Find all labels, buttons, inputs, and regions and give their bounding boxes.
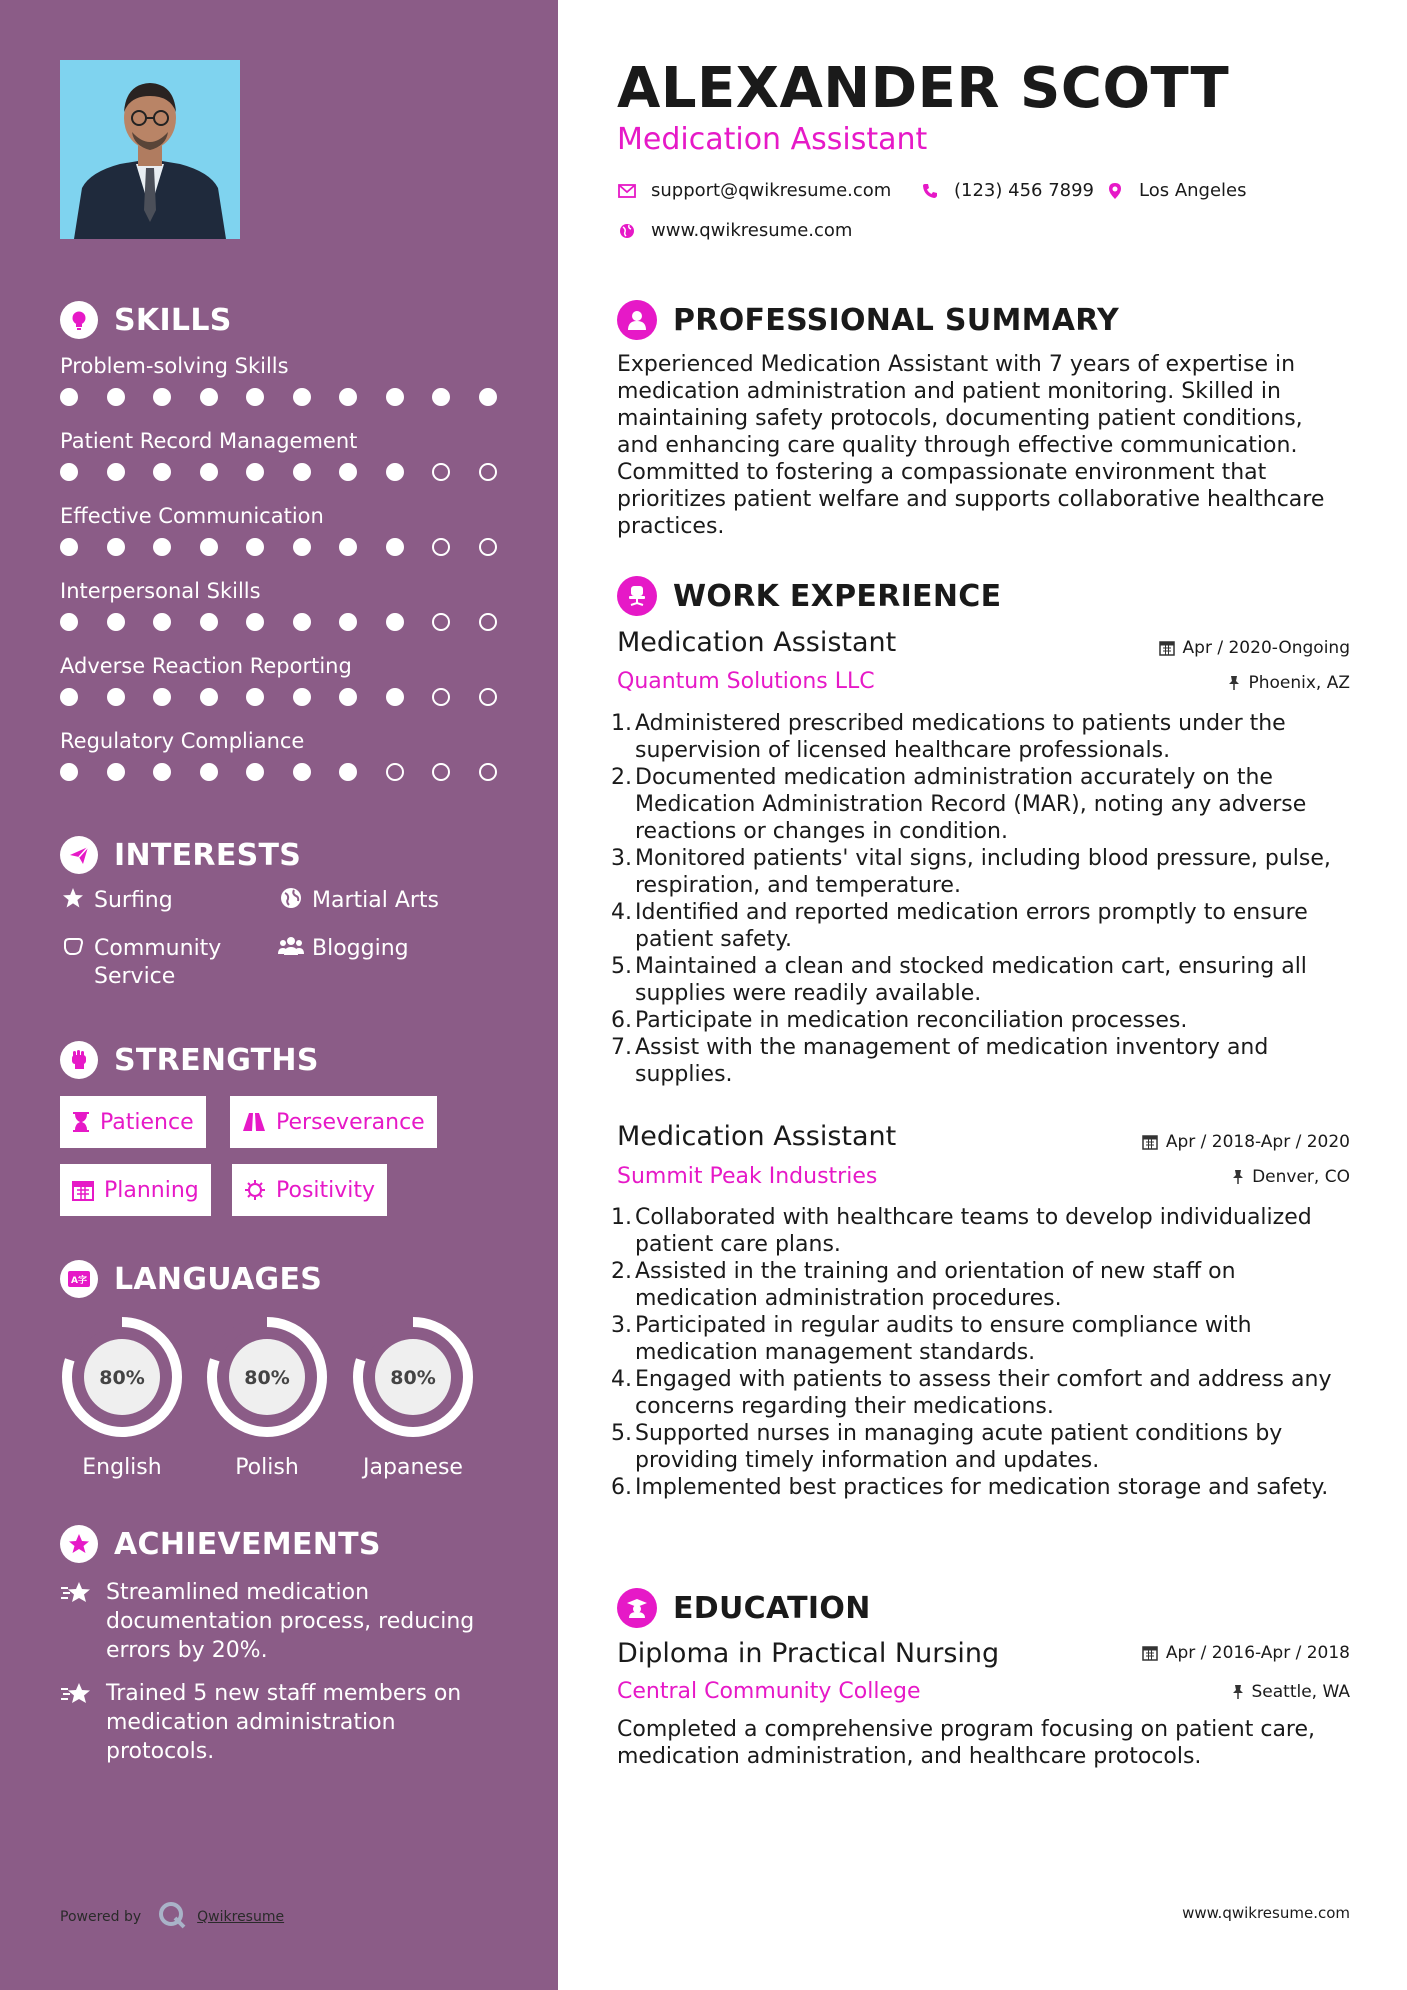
language-name: Japanese [363, 1455, 463, 1480]
rating-dot-filled [246, 688, 264, 706]
achievement-text: Trained 5 new staff members on medication administration protocols. [106, 1681, 462, 1764]
duty-item: 4. Identified and reported medication errors promptly to ensure patient safety. [611, 900, 1308, 952]
achievements-section [60, 1522, 510, 1780]
rating-dot-filled [107, 388, 125, 406]
school-name: Central Community College [617, 1679, 921, 1704]
strength-badge [60, 1096, 206, 1148]
job-location-text: Denver, CO [1252, 1167, 1350, 1187]
calendar-icon [1142, 1645, 1158, 1661]
skill-rating [60, 763, 510, 783]
achievements-title: ACHIEVEMENTS [114, 1526, 381, 1562]
rating-dot-filled [293, 538, 311, 556]
star-icon [60, 887, 86, 917]
duty-item: 7. Assist with the management of medication inventory and supplies. [611, 1035, 1269, 1087]
interest-item [278, 887, 439, 917]
pushpin-icon [1232, 1684, 1244, 1700]
achievement-item [60, 1578, 510, 1665]
achievement-text: Streamlined medication documentation process, reducing errors by 20%. [106, 1580, 475, 1663]
job-location-text: Phoenix, AZ [1248, 673, 1350, 693]
contact-website[interactable] [617, 220, 852, 241]
interest-item [60, 935, 260, 991]
skill-name: Patient Record Management [60, 429, 358, 453]
experience-title: WORK EXPERIENCE [673, 578, 1002, 614]
duty-text: Documented medication administration accurately on the Medication Administration Record (MAR), noting any adverse reactions or changes in condition. [635, 765, 1307, 844]
rating-dot-empty [432, 613, 450, 631]
summary-text: Experienced Medication Assistant with 7 years of expertise in medication administration and patient monitoring. Skilled in maintaining safety protocols, documenting patient conditions, and enhancing care quality through effective communication. Committed to fostering a compassionate environment that prioritizes patient welfare and supports collaborative healthcare practices. [617, 352, 1325, 539]
rating-dot-filled [107, 688, 125, 706]
interests-header [60, 833, 510, 877]
achievements-list [60, 1578, 510, 1766]
rating-dot-empty [479, 688, 497, 706]
paper-plane-icon [60, 836, 98, 874]
skill-rating [60, 388, 510, 408]
map-pin-icon [1105, 182, 1125, 200]
skill-rating [60, 538, 510, 558]
rating-dot-filled [153, 463, 171, 481]
rating-dot-filled [479, 388, 497, 406]
duty-item: 1. Collaborated with healthcare teams to develop individualized patient care plans. [611, 1205, 1312, 1257]
rating-dot-filled [246, 463, 264, 481]
rating-dot-filled [200, 763, 218, 781]
rating-dot-filled [339, 688, 357, 706]
rating-dot-empty [386, 763, 404, 781]
achievement-star-icon [60, 1679, 94, 1715]
user-icon [617, 300, 657, 340]
job-date-text: Apr / 2018-Apr / 2020 [1165, 1132, 1350, 1152]
pushpin-icon [1232, 1169, 1244, 1185]
language-progress-ring [60, 1315, 184, 1439]
rating-dot-filled [107, 613, 125, 631]
sun-icon [244, 1179, 266, 1201]
duty-item: 3. Monitored patients' vital signs, including blood pressure, pulse, respiration, and temperature. [611, 846, 1331, 898]
rating-dot-filled [60, 613, 78, 631]
strengths-title: STRENGTHS [114, 1042, 319, 1078]
qwikresume-link[interactable]: Qwikresume [197, 1909, 285, 1925]
rating-dot-filled [200, 613, 218, 631]
language-item [351, 1315, 475, 1480]
office-chair-icon [617, 576, 657, 616]
duty-text: Assist with the management of medication inventory and supplies. [635, 1035, 1269, 1087]
skill-row [60, 423, 510, 498]
rating-dot-filled [107, 463, 125, 481]
degree-title: Diploma in Practical Nursing [617, 1638, 1000, 1669]
road-icon [242, 1112, 266, 1132]
rating-dot-empty [432, 763, 450, 781]
rating-dot-filled [386, 463, 404, 481]
interest-item [278, 935, 409, 965]
rating-dot-filled [60, 763, 78, 781]
interests-section [60, 833, 510, 1007]
education-title: EDUCATION [673, 1590, 871, 1626]
interest-label: Blogging [312, 936, 409, 961]
achievement-item [60, 1679, 510, 1766]
sidebar [0, 0, 558, 1990]
duty-item: 2. Assisted in the training and orientation of new staff on medication administration procedures. [611, 1259, 1236, 1311]
lightbulb-icon [60, 301, 98, 339]
svg-text:A字: A字 [71, 1276, 87, 1286]
duty-item: 5. Maintained a clean and stocked medication cart, ensuring all supplies were readily available. [611, 954, 1307, 1006]
language-percent: 80% [99, 1367, 145, 1389]
calendar-icon [1142, 1134, 1158, 1150]
duty-text: Maintained a clean and stocked medication cart, ensuring all supplies were readily available. [635, 954, 1307, 1006]
qwikresume-logo-icon [157, 1900, 187, 1934]
duty-text: Assisted in the training and orientation of new staff on medication administration procedures. [635, 1259, 1236, 1311]
skill-row [60, 498, 510, 573]
skill-rating [60, 463, 510, 483]
rating-dot-filled [153, 763, 171, 781]
users-icon [278, 935, 304, 965]
job-duties [611, 1204, 1350, 1501]
skill-name: Regulatory Compliance [60, 729, 305, 753]
education-date-text: Apr / 2016-Apr / 2018 [1165, 1643, 1350, 1663]
duty-text: Administered prescribed medications to patients under the supervision of licensed healthcare professionals. [635, 711, 1286, 763]
job-location [1232, 1167, 1350, 1187]
skills-title: SKILLS [114, 302, 232, 338]
rating-dot-filled [293, 388, 311, 406]
main-content [611, 0, 1350, 1990]
pushpin-icon [1228, 675, 1240, 691]
job-company: Summit Peak Industries [617, 1164, 878, 1189]
skill-rating [60, 613, 510, 633]
strength-label: Planning [104, 1177, 199, 1203]
job-title: Medication Assistant [617, 627, 897, 658]
profile-photo [60, 60, 240, 239]
rating-dot-filled [107, 538, 125, 556]
skill-row [60, 573, 510, 648]
summary-title: PROFESSIONAL SUMMARY [673, 302, 1120, 338]
job-company: Quantum Solutions LLC [617, 669, 875, 694]
hourglass-icon [72, 1111, 90, 1133]
language-percent: 80% [390, 1367, 436, 1389]
rating-dot-filled [60, 463, 78, 481]
duty-item: 6. Implemented best practices for medication storage and safety. [611, 1475, 1329, 1500]
achievements-header [60, 1522, 510, 1566]
duty-text: Participate in medication reconciliation processes. [635, 1008, 1188, 1033]
education-date [1142, 1643, 1350, 1663]
rating-dot-empty [432, 463, 450, 481]
powered-by [60, 1900, 284, 1934]
rating-dot-filled [386, 388, 404, 406]
languages-section [60, 1257, 510, 1480]
rating-dot-empty [479, 613, 497, 631]
powered-by-label: Powered by [60, 1909, 142, 1925]
duty-text: Collaborated with healthcare teams to develop individualized patient care plans. [635, 1205, 1312, 1257]
rating-dot-filled [60, 688, 78, 706]
website-text: www.qwikresume.com [651, 220, 853, 241]
rating-dot-filled [386, 688, 404, 706]
summary-header [617, 298, 1119, 342]
skill-row [60, 348, 510, 423]
duty-item: 2. Documented medication administration accurately on the Medication Administration Record (MAR), noting any adverse reactions or changes in condition. [611, 765, 1307, 844]
duty-text: Participated in regular audits to ensure compliance with medication management standards. [635, 1313, 1252, 1365]
globe-icon [278, 887, 304, 917]
globe-icon [617, 223, 637, 239]
rating-dot-filled [432, 388, 450, 406]
education-header [617, 1586, 871, 1630]
skill-name: Problem-solving Skills [60, 354, 289, 378]
rating-dot-empty [479, 463, 497, 481]
strength-badge [230, 1096, 437, 1148]
candidate-name: ALEXANDER SCOTT [617, 56, 1230, 121]
duty-item: 4. Engaged with patients to assess their comfort and address any concerns regarding their medications. [611, 1367, 1332, 1419]
languages-list [60, 1315, 510, 1480]
language-item [60, 1315, 184, 1480]
duty-text: Supported nurses in managing acute patient conditions by providing timely information and updates. [635, 1421, 1283, 1473]
strength-badge [232, 1164, 387, 1216]
rating-dot-filled [246, 538, 264, 556]
rating-dot-filled [60, 538, 78, 556]
candidate-role: Medication Assistant [617, 122, 928, 157]
interest-item [60, 887, 173, 917]
rating-dot-filled [153, 688, 171, 706]
rating-dot-filled [246, 388, 264, 406]
location-text: Los Angeles [1139, 180, 1247, 201]
star-badge-icon [60, 1525, 98, 1563]
language-item [205, 1315, 329, 1480]
graduate-icon [617, 1588, 657, 1628]
language-percent: 80% [244, 1367, 290, 1389]
phone-icon [920, 183, 940, 199]
skills-header [60, 298, 510, 342]
strength-label: Positivity [276, 1177, 376, 1203]
skill-rating [60, 688, 510, 708]
job-date [1142, 1132, 1350, 1152]
skill-row [60, 648, 510, 723]
strength-badge [60, 1164, 211, 1216]
rating-dot-filled [293, 463, 311, 481]
job-duties [611, 710, 1350, 1088]
job-title: Medication Assistant [617, 1121, 897, 1152]
rating-dot-filled [200, 688, 218, 706]
languages-title: LANGUAGES [114, 1261, 323, 1297]
language-progress-ring [205, 1315, 329, 1439]
language-icon [60, 1260, 98, 1298]
strength-label: Perseverance [276, 1109, 425, 1135]
interest-label: Martial Arts [312, 888, 440, 913]
interest-label: Surfing [94, 888, 173, 913]
rating-dot-filled [246, 613, 264, 631]
rating-dot-filled [293, 763, 311, 781]
duty-item: 5. Supported nurses in managing acute patient conditions by providing timely information and updates. [611, 1421, 1283, 1473]
experience-header [617, 574, 1001, 618]
rating-dot-filled [339, 463, 357, 481]
rating-dot-empty [432, 688, 450, 706]
strengths-list [60, 1096, 510, 1246]
hand-icon [60, 935, 86, 965]
calendar-icon [72, 1179, 94, 1201]
fist-icon [60, 1041, 98, 1079]
duty-item: 3. Participated in regular audits to ensure compliance with medication management standards. [611, 1313, 1252, 1365]
rating-dot-filled [200, 463, 218, 481]
rating-dot-empty [479, 763, 497, 781]
language-progress-ring [351, 1315, 475, 1439]
rating-dot-filled [60, 388, 78, 406]
rating-dot-filled [153, 613, 171, 631]
strengths-section [60, 1038, 510, 1246]
skill-name: Adverse Reaction Reporting [60, 654, 352, 678]
education-location-text: Seattle, WA [1251, 1682, 1350, 1702]
job-date [1159, 638, 1350, 658]
rating-dot-filled [107, 763, 125, 781]
contact-email[interactable] [617, 180, 891, 201]
contact-location [1105, 180, 1247, 201]
interests-list [60, 887, 510, 1007]
rating-dot-filled [339, 763, 357, 781]
skills-section [60, 298, 510, 798]
rating-dot-filled [200, 388, 218, 406]
strengths-header [60, 1038, 510, 1082]
duty-text: Implemented best practices for medication storage and safety. [635, 1475, 1329, 1500]
phone-text: (123) 456 7899 [954, 180, 1095, 201]
education-text: Completed a comprehensive program focusing on patient care, medication administration, and healthcare protocols. [617, 1717, 1316, 1769]
interest-label: Community Service [94, 936, 222, 989]
skill-name: Effective Communication [60, 504, 324, 528]
rating-dot-filled [339, 538, 357, 556]
envelope-icon [617, 184, 637, 198]
skill-name: Interpersonal Skills [60, 579, 261, 603]
duty-text: Monitored patients' vital signs, including blood pressure, pulse, respiration, and temperature. [635, 846, 1331, 898]
email-text: support@qwikresume.com [651, 180, 892, 201]
rating-dot-filled [293, 688, 311, 706]
skill-row [60, 723, 510, 798]
calendar-icon [1159, 640, 1175, 656]
rating-dot-filled [386, 613, 404, 631]
strength-label: Patience [100, 1109, 194, 1135]
duty-text: Identified and reported medication errors promptly to ensure patient safety. [635, 900, 1308, 952]
languages-header [60, 1257, 510, 1301]
rating-dot-filled [200, 538, 218, 556]
rating-dot-filled [386, 538, 404, 556]
job-location [1228, 673, 1350, 693]
rating-dot-filled [246, 763, 264, 781]
duty-item: 1. Administered prescribed medications to patients under the supervision of licensed healthcare professionals. [611, 711, 1286, 763]
duty-item: 6. Participate in medication reconciliation processes. [611, 1008, 1188, 1033]
duty-text: Engaged with patients to assess their comfort and address any concerns regarding their medications. [635, 1367, 1332, 1419]
achievement-star-icon [60, 1578, 94, 1614]
contact-phone[interactable] [920, 180, 1094, 201]
rating-dot-filled [153, 388, 171, 406]
footer-website[interactable]: www.qwikresume.com [1182, 1904, 1350, 1922]
rating-dot-filled [293, 613, 311, 631]
interests-title: INTERESTS [114, 837, 302, 873]
rating-dot-filled [153, 538, 171, 556]
education-location [1232, 1682, 1351, 1702]
job-date-text: Apr / 2020-Ongoing [1182, 638, 1350, 658]
language-name: English [82, 1455, 162, 1480]
rating-dot-filled [339, 388, 357, 406]
rating-dot-filled [339, 613, 357, 631]
language-name: Polish [235, 1455, 299, 1480]
rating-dot-empty [432, 538, 450, 556]
rating-dot-empty [479, 538, 497, 556]
